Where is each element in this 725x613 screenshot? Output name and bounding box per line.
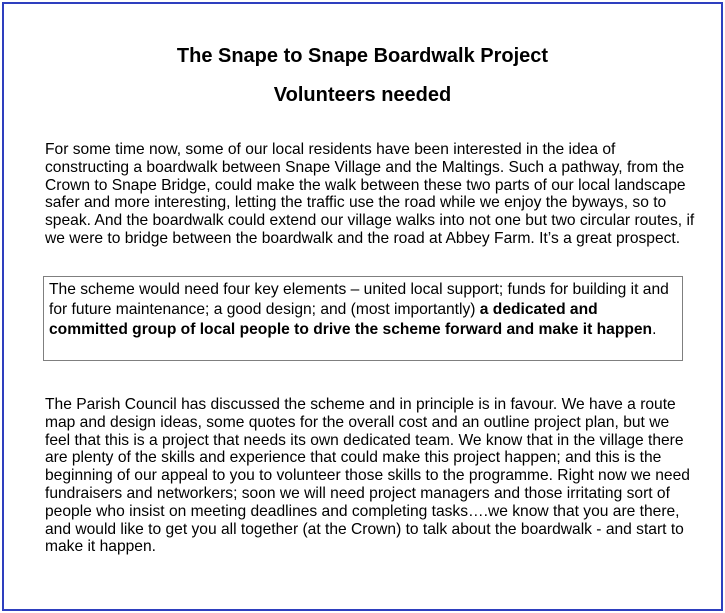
page-subtitle: Volunteers needed: [273, 84, 452, 106]
callout-lead-text: The scheme would need four key elements – united local support; funds for building it and for future maintenance; a good design; and (most importantly): [49, 281, 669, 318]
callout-tail-text: .: [652, 321, 657, 338]
callout-emphasis-text: a dedicated and committed group of local people to drive the scheme forward and make it happen: [49, 301, 653, 338]
parish-council-paragraph: The Parish Council has discussed the scheme and in principle is in favour. We have a route map and design ideas, some quotes for the overall cost and an outline project plan, but we feel that this is a project that needs its own dedicated team. We know that in the village there are plenty of the skills and experience that could make this project happen; and this is the beginning of our appeal to you to volunteer those skills to the programme. Right now we need fundraisers and networkers; soon we will need project managers and those irritating sort of people who insist on meeting deadlines and completing tasks….we know that you are there, and would like to get you all together (at the Crown) to talk about the boardwalk - and start to make it happen.: [45, 396, 690, 556]
intro-paragraph: For some time now, some of our local residents have been interested in the idea of constructing a boardwalk between Snape Village and the Maltings. Such a pathway, from the Crown to Snape Bridge, could make the walk between these two parts of our local landscape safer and more interesting, letting the traffic use the road while we enjoy the byways, so to speak. And the boardwalk could extend our village walks into not one but two circular routes, if we were to bridge between the boardwalk and the road at Abbey Farm. It’s a great prospect.: [45, 141, 695, 247]
key-elements-callout: [43, 276, 683, 361]
page-title: The Snape to Snape Boardwalk Project: [176, 45, 549, 67]
